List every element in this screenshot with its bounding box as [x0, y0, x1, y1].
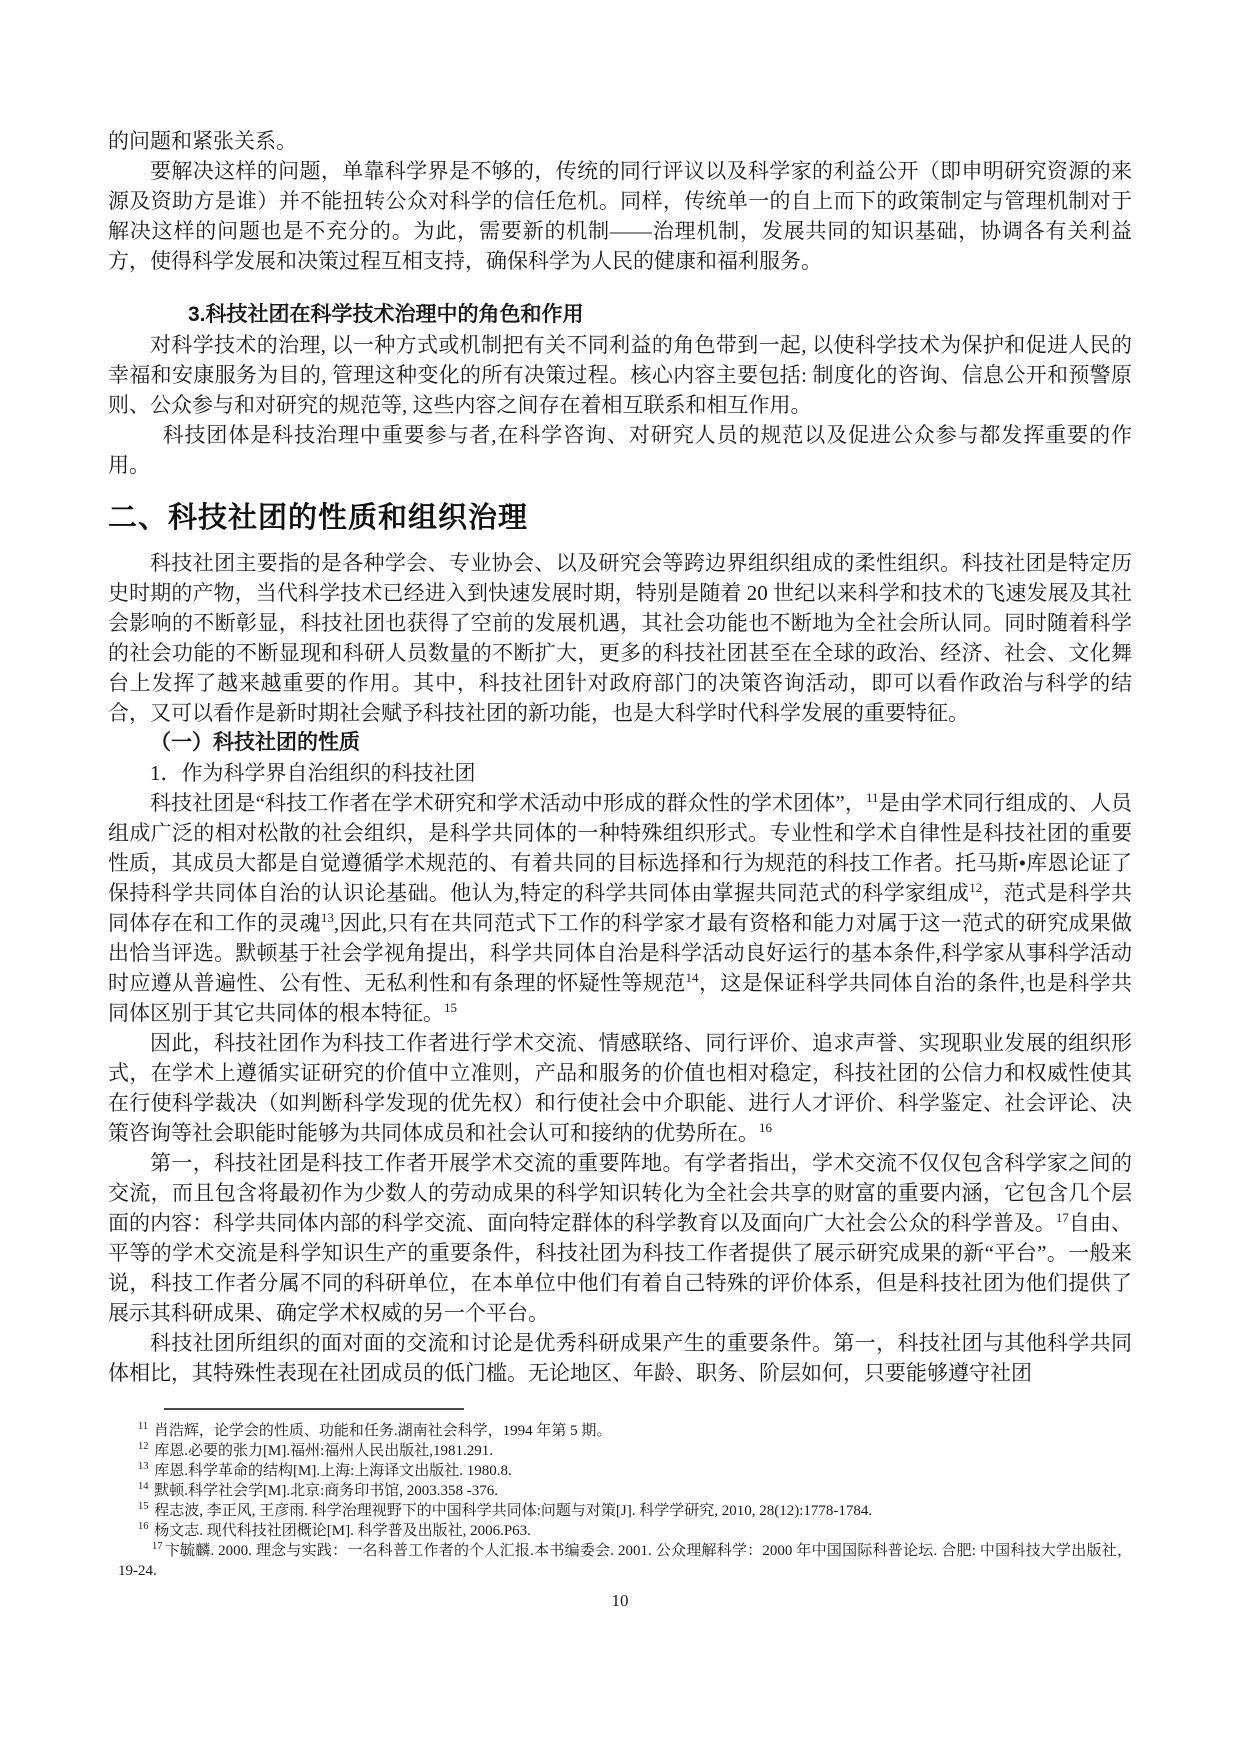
body-paragraph: 要解决这样的问题，单靠科学界是不够的，传统的同行评议以及科学家的利益公开（即申明研究资源的来源及资助方是谁）并不能扭转公众对科学的信任危机。同样，传统单一的自上而下的政策制定与管理机制对于解决这样的问题也是不充分的。为此，需要新的机制——治理机制，发展共同的知识基础，协调各有关利益方，使得科学发展和决策过程互相支持，确保科学为人民的健康和福利服务。 [108, 159, 1132, 273]
body-paragraph: 对科学技术的治理, 以一种方式或机制把有关不同利益的角色带到一起, 以使科学技术为保护和促进人民的幸福和安康服务为目的, 管理这种变化的所有决策过程。核心内容主要包括: 制度化的咨询、信息公开和预警原则、公众参与和对研究的规范等, 这些内容之间存在着相互联系和相互作用。 [108, 333, 1132, 417]
footnote-ref: 16 [759, 1120, 772, 1135]
footnote-ref: 15 [138, 1501, 149, 1512]
section-heading: 3.科技社团在科学技术治理中的角色和作用 [188, 303, 584, 326]
footnote-ref: 14 [685, 970, 699, 985]
page-number: 10 [611, 1591, 629, 1610]
body-paragraph: 科技社团所组织的面对面的交流和讨论是优秀科研成果产生的重要条件。第一，科技社团与其他科学共同体相比，其特殊性表现在社团成员的低门槛。无论地区、年龄、职务、阶层如何，只要能够遵守社团 [108, 1331, 1132, 1385]
footnote-item: $^{15}$ 程志波, 李正风, 王彦雨. 科学治理视野下的中国科学共同体:问题与对策[J]. 科学学研究, 2010, 28(12):1778-1784. [138, 1501, 873, 1519]
body-paragraph: 的问题和紧张关系。 [108, 129, 297, 153]
body-paragraph: 科技团体是科技治理中重要参与者,在科学咨询、对研究人员的规范以及促进公众参与都发挥重要的作用。 [108, 423, 1132, 477]
footnote-item: $^{12}$ 库恩.必要的张力[M].福州:福州人民出版社,1981.291. [138, 1441, 493, 1459]
subsection-heading: （一）科技社团的性质 [150, 731, 360, 754]
footnote-ref: 14 [138, 1481, 149, 1492]
footnote-ref: 12 [138, 1441, 149, 1452]
chapter-heading: 二、科技社团的性质和组织治理 [108, 502, 529, 534]
body-paragraph: 因此，科技社团作为科技工作者进行学术交流、情感联络、同行评价、追求声誉、实现职业发展的组织形式，在学术上遵循实证研究的价值中立准则，产品和服务的价值也相对稳定，科技社团的公信力和权威性使其在行使科学裁决（如判断科学发现的优先权）和行使社会中介职能、进行人才评价、科学鉴定、社会评论、决策咨询等社会职能时能够为共同体成员和社会认可和接纳的优势所在。$^{16}$ [108, 1031, 1132, 1145]
footnote-ref: 11 [865, 790, 879, 805]
numbered-subheading: 1．作为科学界自治组织的科技社团 [150, 761, 476, 785]
footnote-ref: 17 [152, 1541, 163, 1552]
footnote-item: $^{16}$ 杨文志. 现代科技社团概论[M]. 科学普及出版社, 2006.P63. [138, 1521, 531, 1539]
body-paragraph: 科技社团是“科技工作者在学术研究和学术活动中形成的群众性的学术团体”，$^{11}$是由学术同行组成的、人员组成广泛的相对松散的社会组织，是科学共同体的一种特殊组织形式。专业性和学术自律性是科技社团的重要性质，其成员大都是自觉遵循学术规范的、有着共同的目标选择和行为规范的科技工作者。托马斯•库恩论证了保持科学共同体自治的认识论基础。他认为,特定的科学共同体由掌握共同范式的科学家组成$^{12}$，范式是科学共同体存在和工作的灵魂$^{13}$,因此,只有在共同范式下工作的科学家才最有资格和能力对属于这一范式的研究成果做出恰当评选。默顿基于社会学视角提出，科学共同体自治是科学活动良好运行的基本条件,科学家从事科学活动时应遵从普遍性、公有性、无私利性和有条理的怀疑性等规范$^{14}$，这是保证科学共同体自治的条件,也是科学共同体区别于其它共同体的根本特征。$^{15}$ [108, 790, 1133, 1025]
footnote-item: $^{14}$ 默顿.科学社会学[M].北京:商务印书馆, 2003.358 -376. [138, 1481, 498, 1499]
footnotes-section [108, 1421, 1132, 1581]
footnote-ref: 13 [320, 910, 334, 925]
footnote-ref: 12 [969, 880, 983, 895]
footnote-ref: 15 [444, 1000, 457, 1015]
footnote-item: $^{11}$ 肖浩辉，论学会的性质、功能和任务.湖南社会科学，1994 年第 5 期。 [138, 1421, 612, 1439]
footnote-ref: 11 [138, 1421, 149, 1432]
body-paragraph: 科技社团主要指的是各种学会、专业协会、以及研究会等跨边界组织组成的柔性组织。科技社团是特定历史时期的产物，当代科学技术已经进入到快速发展时期，特别是随着 20 世纪以来科学和技术的飞速发展及其社会影响的不断彰显，科技社团也获得了空前的发展机遇，其社会功能也不断地为全社会所认同。同时随着科学的社会功能的不断显现和科研人员数量的不断扩大，更多的科技社团甚至在全球的政治、经济、社会、文化舞台上发挥了越来越重要的作用。其中，科技社团针对政府部门的决策咨询活动，即可以看作政治与科学的结合，又可以看作是新时期社会赋予科技社团的新功能，也是大科学时代科学发展的重要特征。 [108, 551, 1132, 725]
footnote-item: $^{13}$ 库恩.科学革命的结构[M].上海:上海译文出版社. 1980.8. [138, 1461, 512, 1479]
footnote-item: $^{17}$ 卞毓麟. 2000. 理念与实践：一名科普工作者的个人汇报.本书编委会. 2001. 公众理解科学：2000 年中国国际科普论坛. 合肥: 中国科技大学出版社， 19-24. [118, 1541, 1132, 1579]
footnote-ref: 16 [138, 1521, 149, 1532]
footnote-separator [164, 1408, 464, 1410]
footnote-ref: 17 [1055, 1210, 1069, 1225]
footnote-ref: 13 [138, 1461, 149, 1472]
body-paragraph: 第一，科技社团是科技工作者开展学术交流的重要阵地。有学者指出，学术交流不仅仅包含科学家之间的交流，而且包含将最初作为少数人的劳动成果的科学知识转化为全社会共享的财富的重要内涵，它包含几个层面的内容：科学共同体内部的科学交流、面向特定群体的科学教育以及面向广大社会公众的科学普及。$^{17}$自由、平等的学术交流是科学知识生产的重要条件，科技社团为科技工作者提供了展示研究成果的新“平台”。一般来说，科技工作者分属不同的科研单位，在本单位中他们有着自己特殊的评价体系，但是科技社团为他们提供了展示其科研成果、确定学术权威的另一个平台。 [108, 1151, 1132, 1325]
